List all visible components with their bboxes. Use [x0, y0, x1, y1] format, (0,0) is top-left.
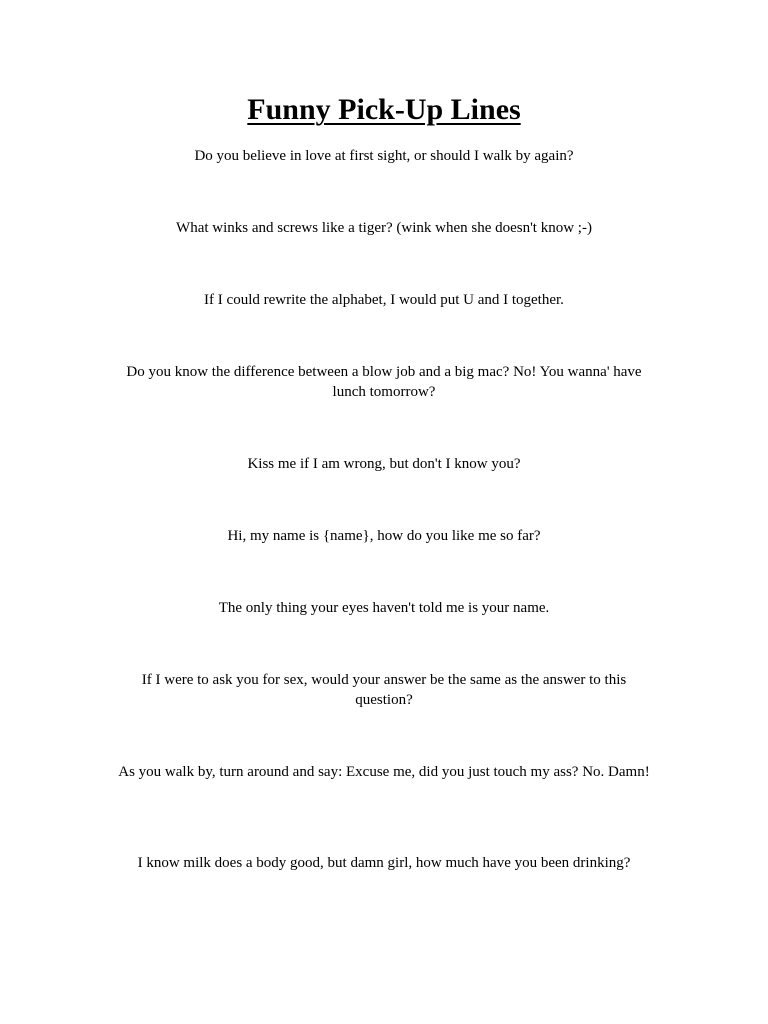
pickup-line: I know milk does a body good, but damn girl, how much have you been drinking? [137, 855, 631, 871]
pickup-line: What winks and screws like a tiger? (wink when she doesn't know ;-) [176, 220, 592, 236]
pickup-line: Do you know the difference between a blow job and a big mac? No! You wanna' have lunch tomorrow? [126, 364, 642, 400]
pickup-line: As you walk by, turn around and say: Excuse me, did you just touch my ass? No. Damn! [118, 764, 650, 780]
pickup-line: If I could rewrite the alphabet, I would put U and I together. [204, 292, 564, 308]
pickup-line: Hi, my name is {name}, how do you like me so far? [227, 528, 541, 544]
page-title: Funny Pick-Up Lines [247, 93, 521, 126]
pickup-line: Do you believe in love at first sight, or should I walk by again? [194, 148, 574, 164]
pickup-line: Kiss me if I am wrong, but don't I know you? [247, 456, 521, 472]
pickup-line: The only thing your eyes haven't told me is your name. [218, 600, 550, 616]
pickup-line: If I were to ask you for sex, would your answer be the same as the answer to this question? [141, 672, 627, 708]
